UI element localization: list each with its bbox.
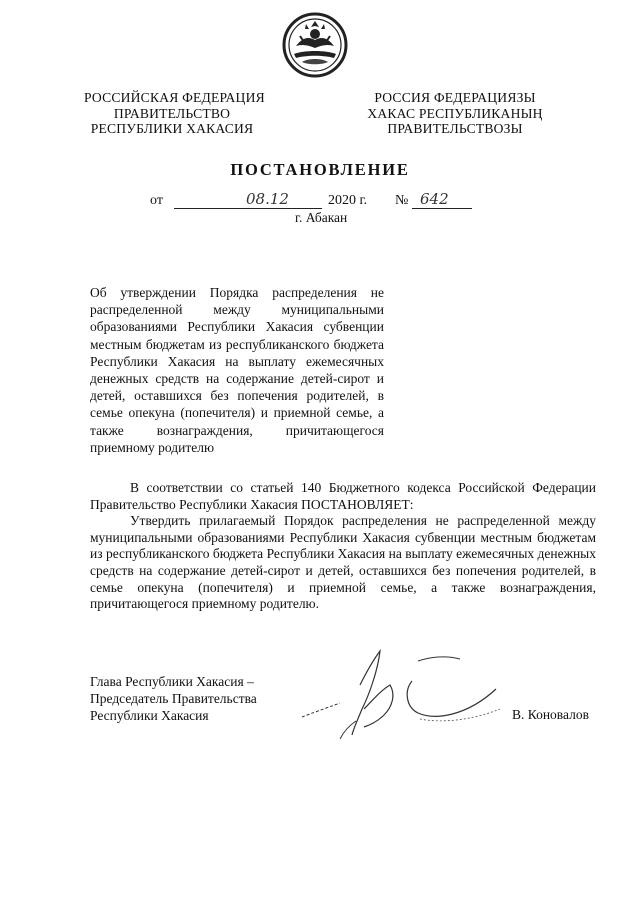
- signatory-position: [90, 673, 257, 724]
- date-prefix: от: [150, 193, 163, 208]
- number-underline: [412, 208, 472, 209]
- header-right-line-1: РОССИЯ ФЕДЕРАЦИЯЗЫ: [374, 90, 536, 105]
- handwritten-signature: [300, 645, 510, 755]
- header-right-line-3: ПРАВИТЕЛЬСТВОЗЫ: [387, 121, 523, 136]
- date-handwritten: 08.12: [246, 190, 289, 208]
- signatory-line-1: Глава Республики Хакасия –: [90, 674, 254, 689]
- header-russian: [84, 90, 265, 137]
- coat-of-arms-emblem: [282, 12, 348, 78]
- header-left-line-3: РЕСПУБЛИКИ ХАКАСИЯ: [90, 121, 254, 136]
- signatory-line-2: Председатель Правительства: [90, 691, 257, 706]
- header-left-line-1: РОССИЙСКАЯ ФЕДЕРАЦИЯ: [84, 90, 265, 105]
- header-khakas: [360, 90, 550, 137]
- document-body: [90, 480, 596, 613]
- signatory-line-3: Республики Хакасия: [90, 708, 209, 723]
- body-paragraph-2: Утвердить прилагаемый Порядок распределения не распределенной между муниципальными образованиями Республики Хакасия субвенции местным бюджетам из республиканского бюджета Республики Хакасия на выплату ежемесячных денежных средств на содержание детей-сирот и детей, оставшихся без попечения родителей, в семье опекуна (попечителя) и приемной семье, а также вознаграждения, причитающегося приемному родителю.: [90, 513, 596, 612]
- document-subject: Об утверждении Порядка распределения не распределенной между муниципальными образованиями Республики Хакасия субвенции местным бюджетам из республиканского бюджета Республики Хакасия на выплату ежемесячных денежных средств на содержание детей-сирот и детей, оставшихся без попечения родителей, в семье опекуна (попечителя) и приемной семье, а также вознаграждения, причитающегося приемному родителю: [90, 285, 384, 455]
- header-left-line-2: ПРАВИТЕЛЬСТВО: [113, 105, 231, 121]
- signatory-name: В. Коновалов: [512, 707, 589, 722]
- body-paragraph-1: В соответствии со статьей 140 Бюджетного кодекса Российской Федерации Правительство Республики Хакасия ПОСТАНОВЛЯЕТ:: [90, 480, 596, 512]
- year-label: 2020 г.: [328, 193, 368, 208]
- date-underline: [174, 208, 322, 209]
- number-prefix: №: [395, 193, 409, 208]
- city-label: г. Абакан: [295, 210, 348, 225]
- header-right-line-2: ХАКАС РЕСПУБЛИКАНЫҢ: [367, 105, 543, 121]
- number-handwritten: 642: [420, 190, 449, 208]
- document-title: ПОСТАНОВЛЕНИЕ: [230, 160, 410, 179]
